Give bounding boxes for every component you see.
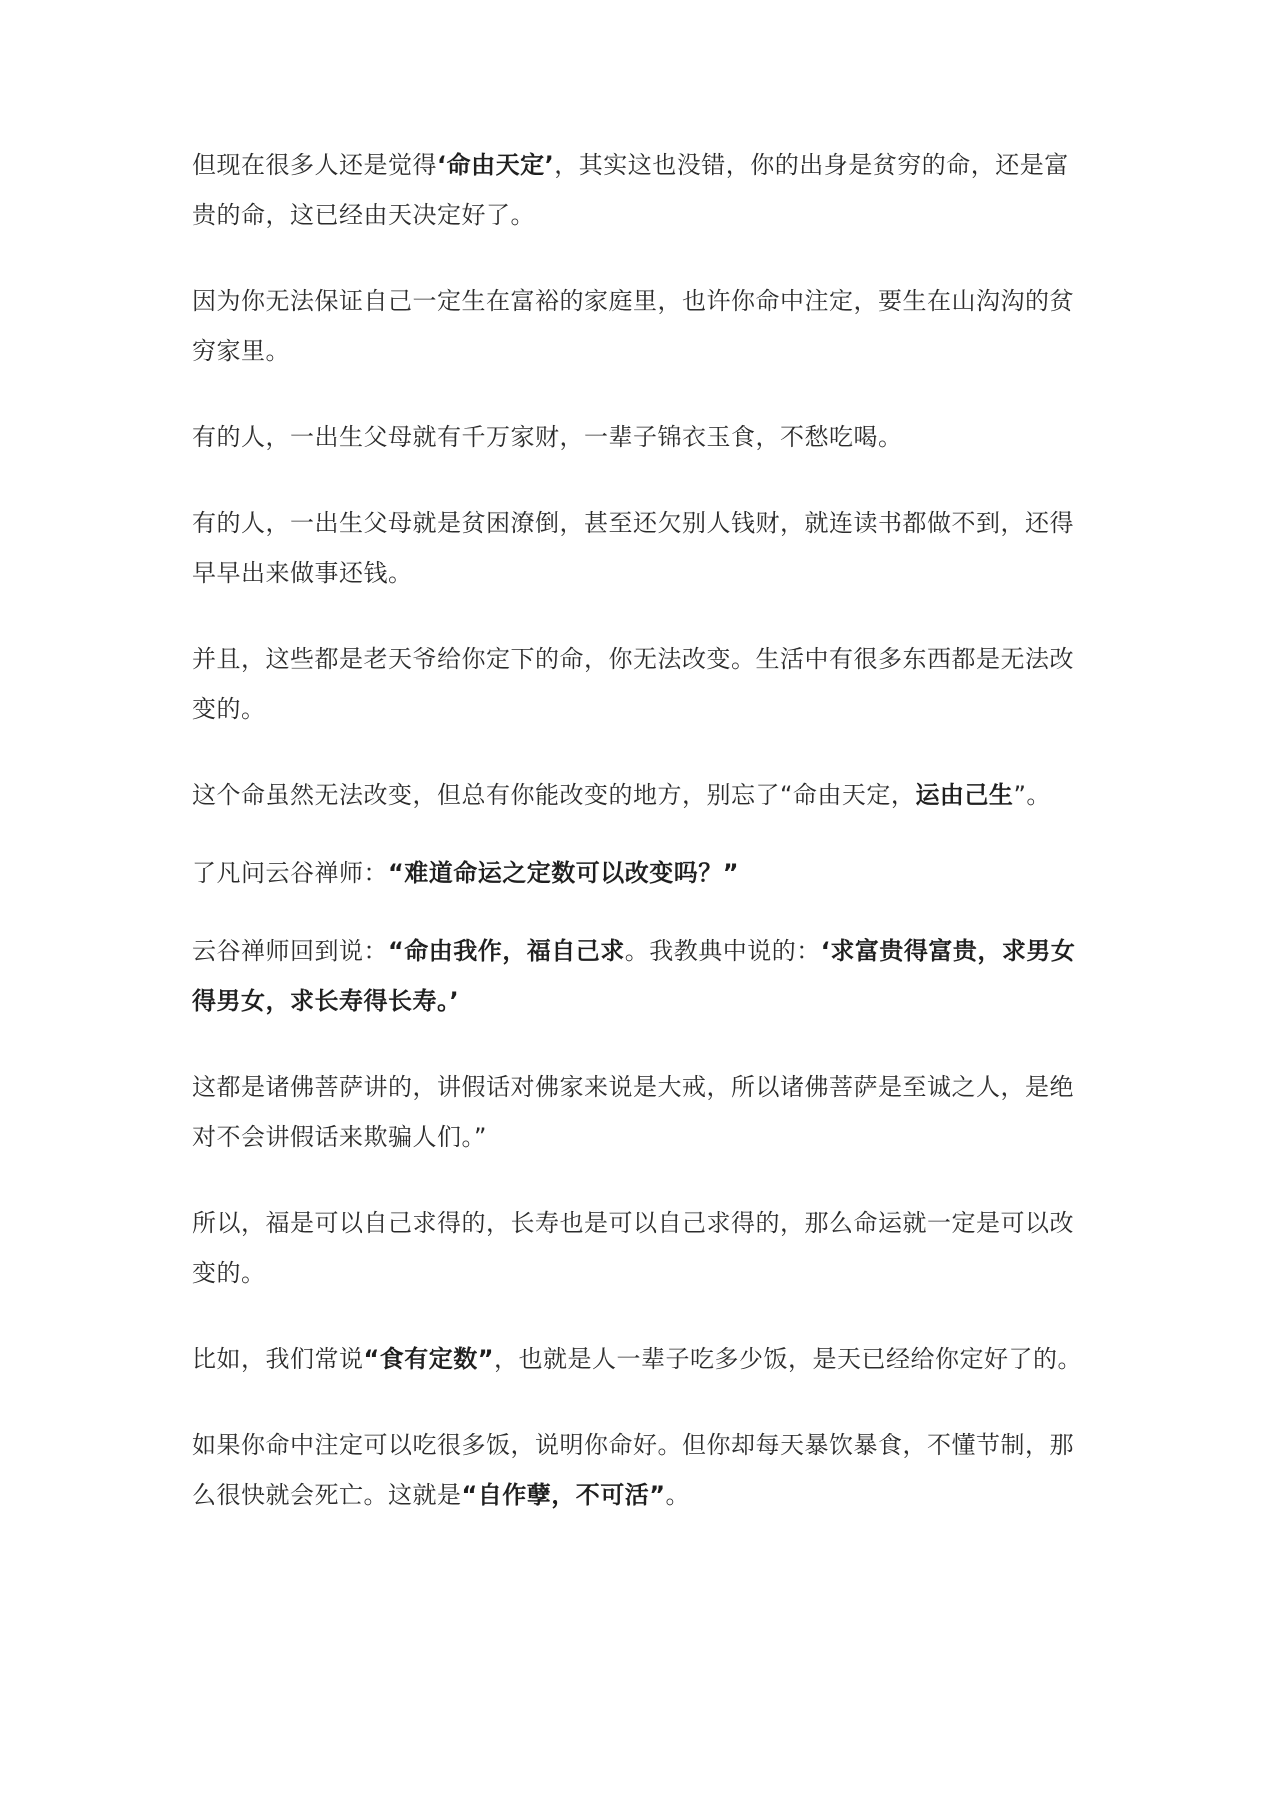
paragraph-7	[192, 848, 1087, 898]
paragraph-6	[192, 770, 1087, 820]
bold-phrase: ‘命由天定’	[437, 151, 555, 179]
bold-phrase: ‘求富贵得富贵，求男女得男女，求长寿得长寿。’	[192, 937, 1076, 1015]
text-segment: 并且，这些都是老天爷给你定下的命，你无法改变。生活中有很多东西都是无法改变的。	[192, 645, 1074, 723]
paragraph-4	[192, 498, 1087, 598]
text-segment: ，其实这也没错，你的出身是贫穷的命，还是富贵的命，这已经由天决定好了。	[192, 151, 1069, 229]
text-segment: 有的人，一出生父母就是贫困潦倒，甚至还欠别人钱财，就连读书都做不到，还得早早出来做事还钱。	[192, 509, 1074, 587]
text-segment: 如果你命中注定可以吃很多饭，说明你命好。但你却每天暴饮暴食，不懂节制，那么很快就会死亡。这就是	[192, 1431, 1074, 1509]
bold-phrase: “命由我作，福自己求	[388, 937, 625, 965]
paragraph-1	[192, 140, 1087, 240]
text-segment: ，也就是人一辈子吃多少饭，是天已经给你定好了的。	[494, 1345, 1083, 1373]
text-segment: 但现在很多人还是觉得	[192, 151, 437, 179]
text-segment: 所以，福是可以自己求得的，长寿也是可以自己求得的，那么命运就一定是可以改变的。	[192, 1209, 1074, 1287]
paragraph-3	[192, 412, 1087, 462]
text-segment: 这个命虽然无法改变，但总有你能改变的地方，别忘了“命由天定，	[192, 781, 916, 809]
paragraph-2	[192, 276, 1087, 376]
bold-phrase: “自作孽，不可活”	[461, 1481, 666, 1509]
text-segment: 因为你无法保证自己一定生在富裕的家庭里，也许你命中注定，要生在山沟沟的贫穷家里。	[192, 287, 1074, 365]
bold-phrase: 运由己生	[915, 781, 1014, 809]
bold-phrase: “食有定数”	[363, 1345, 495, 1373]
text-segment: 这都是诸佛菩萨讲的，讲假话对佛家来说是大戒，所以诸佛菩萨是至诚之人，是绝对不会讲假话来欺骗人们。”	[192, 1073, 1074, 1151]
paragraph-9	[192, 1062, 1087, 1162]
text-segment: 。我教典中说的：	[624, 937, 821, 965]
paragraph-10	[192, 1198, 1087, 1298]
paragraph-8	[192, 926, 1087, 1026]
text-segment: 比如，我们常说	[192, 1345, 364, 1373]
paragraph-5	[192, 634, 1087, 734]
paragraph-12	[192, 1420, 1087, 1520]
text-segment: 了凡问云谷禅师：	[192, 859, 388, 887]
text-segment: 。	[665, 1481, 691, 1509]
text-segment: 有的人，一出生父母就有千万家财，一辈子锦衣玉食，不愁吃喝。	[192, 423, 903, 451]
bold-phrase: “难道命运之定数可以改变吗？”	[388, 859, 740, 887]
document-page	[192, 140, 1087, 1556]
text-segment: 云谷禅师回到说：	[192, 937, 388, 965]
paragraph-11	[192, 1334, 1087, 1384]
text-segment: ”。	[1013, 781, 1051, 809]
